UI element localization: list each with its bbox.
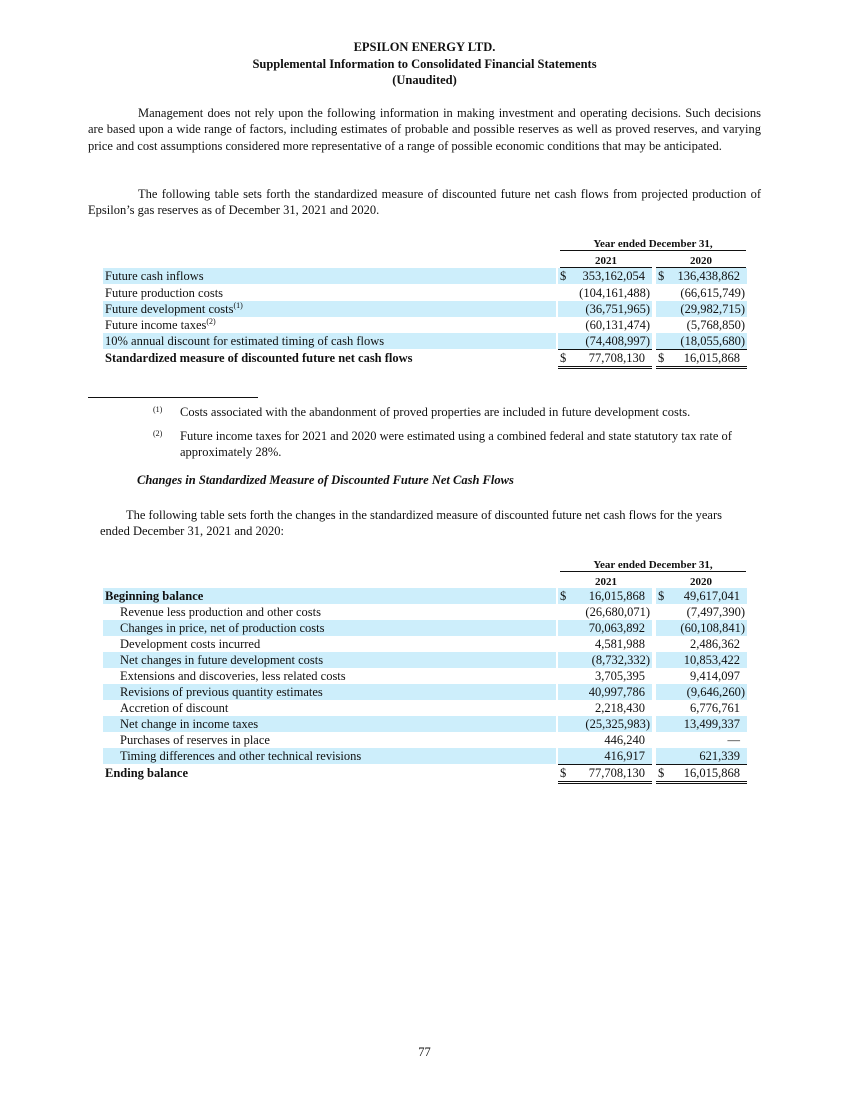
table1-col-2020: 2020 xyxy=(656,255,746,268)
value-2021: 40,997,786 xyxy=(588,685,645,699)
table2-intro-text: The following table sets forth the changes in the standardized measure of discounted future net cash flows for the years ended December 31, 2021 and 2020: xyxy=(100,508,722,539)
table1-period-header: Year ended December 31, xyxy=(560,238,746,251)
value-2020: 136,438,862 xyxy=(677,269,740,283)
page-number: 77 xyxy=(418,1045,431,1059)
footnote-ref: (1) xyxy=(233,300,243,310)
intro-paragraph xyxy=(88,105,761,154)
value-2020: 13,499,337 xyxy=(683,717,740,731)
unaudited-note: (Unaudited) xyxy=(392,73,457,87)
footnote-ref: (2) xyxy=(206,316,216,326)
table2-col-2021: 2021 xyxy=(560,576,652,589)
table-row xyxy=(103,588,747,604)
row-label: Future cash inflows xyxy=(105,269,204,283)
table-row xyxy=(103,317,747,333)
currency-sign: $ xyxy=(658,589,665,603)
value-2021: 77,708,130 xyxy=(588,351,645,365)
row-label: Purchases of reserves in place xyxy=(120,733,270,747)
table2-period-header: Year ended December 31, xyxy=(560,559,746,572)
section-heading: Changes in Standardized Measure of Discounted Future Net Cash Flows xyxy=(137,473,514,487)
value-2021: 77,708,130 xyxy=(588,766,645,780)
table1-col-2021: 2021 xyxy=(560,255,652,268)
table-row xyxy=(103,765,747,781)
value-2020: (5,768,850) xyxy=(686,318,745,332)
table-row xyxy=(103,652,747,668)
table-row xyxy=(103,668,747,684)
row-label: 10% annual discount for estimated timing of cash flows xyxy=(105,334,385,348)
table1-intro-paragraph xyxy=(88,186,761,219)
footnote-text: Costs associated with the abandonment of proved properties are included in future development costs. xyxy=(180,405,691,419)
row-label: Beginning balance xyxy=(105,589,204,603)
row-label-text: Future development costs xyxy=(105,302,234,316)
value-2020: 16,015,868 xyxy=(683,351,740,365)
table-row xyxy=(103,748,747,764)
footnote-divider xyxy=(88,397,258,398)
currency-sign: $ xyxy=(658,351,665,365)
value-2021: (8,732,332) xyxy=(591,653,650,667)
row-label: Revisions of previous quantity estimates xyxy=(120,685,323,699)
footnote-text: Future income taxes for 2021 and 2020 were estimated using a combined federal and state statutory tax rate of approximately 28%. xyxy=(180,429,732,460)
table1-intro-text: The following table sets forth the standardized measure of discounted future net cash flows from projected production of Epsilon’s gas reserves as of December 31, 2021 and 2020. xyxy=(88,187,761,218)
value-2020: 6,776,761 xyxy=(690,701,740,715)
row-label xyxy=(105,317,216,333)
value-2021: 353,162,054 xyxy=(582,269,645,283)
value-2021: 446,240 xyxy=(604,733,645,747)
table-row xyxy=(103,604,747,620)
row-label: Standardized measure of discounted future net cash flows xyxy=(105,351,413,365)
row-label xyxy=(105,301,243,317)
standardized-measure-table xyxy=(103,238,747,368)
row-label-text: Future income taxes xyxy=(105,318,207,332)
row-label: Development costs incurred xyxy=(120,637,261,651)
value-2020: 16,015,868 xyxy=(683,766,740,780)
table-row xyxy=(103,684,747,700)
value-2020: 9,414,097 xyxy=(690,669,740,683)
value-2021: 2,218,430 xyxy=(595,701,645,715)
value-2021: (60,131,474) xyxy=(585,318,650,332)
intro-paragraph-text: Management does not rely upon the following information in making investment and operating decisions. Such decisions are based upon a wide range of factors, including estimates of probable and possible reserves as well as proved reserves, and varying price and cost assumptions considered more representative of a range of possible economic conditions that may be anticipated. xyxy=(88,106,761,153)
footnote-mark: (2) xyxy=(153,429,163,438)
value-2020: — xyxy=(727,733,740,747)
value-2021: (25,325,983) xyxy=(585,717,650,731)
value-2021: (36,751,965) xyxy=(585,302,650,316)
value-2020: 49,617,041 xyxy=(683,589,740,603)
value-2020: 10,853,422 xyxy=(683,653,740,667)
value-2021: (74,408,997) xyxy=(585,334,650,348)
table-row xyxy=(103,700,747,716)
table-row xyxy=(103,268,747,284)
currency-sign: $ xyxy=(560,589,567,603)
row-label: Accretion of discount xyxy=(120,701,229,715)
table-row xyxy=(103,620,747,636)
row-label: Extensions and discoveries, less related costs xyxy=(120,669,346,683)
value-2021: 416,917 xyxy=(604,749,645,763)
value-2020: (7,497,390) xyxy=(686,605,745,619)
table2-intro-paragraph xyxy=(100,507,740,540)
value-2021: 16,015,868 xyxy=(588,589,645,603)
row-label: Timing differences and other technical revisions xyxy=(120,749,362,763)
value-2020: (18,055,680) xyxy=(680,334,745,348)
row-label: Ending balance xyxy=(105,766,189,780)
currency-sign: $ xyxy=(658,269,665,283)
table-row xyxy=(103,301,747,317)
table-row xyxy=(103,716,747,732)
table-row xyxy=(103,732,747,748)
value-2020: (29,982,715) xyxy=(680,302,745,316)
currency-sign: $ xyxy=(560,351,567,365)
document-title: Supplemental Information to Consolidated Financial Statements xyxy=(252,57,597,71)
row-label: Future production costs xyxy=(105,286,224,300)
value-2021: (104,161,488) xyxy=(579,286,650,300)
currency-sign: $ xyxy=(560,766,567,780)
value-2021: 3,705,395 xyxy=(595,669,645,683)
value-2020: 621,339 xyxy=(699,749,740,763)
table-row xyxy=(103,333,747,349)
currency-sign: $ xyxy=(658,766,665,780)
row-label: Revenue less production and other costs xyxy=(120,605,321,619)
table-row xyxy=(103,636,747,652)
value-2020: 2,486,362 xyxy=(690,637,740,651)
table-row xyxy=(103,285,747,301)
row-label: Net change in income taxes xyxy=(120,717,259,731)
company-name: EPSILON ENERGY LTD. xyxy=(353,40,496,54)
value-2021: 70,063,892 xyxy=(588,621,645,635)
row-label: Net changes in future development costs xyxy=(120,653,324,667)
changes-in-standardized-measure-table xyxy=(103,559,747,789)
value-2021: 4,581,988 xyxy=(595,637,645,651)
footnote-mark: (1) xyxy=(153,405,163,414)
table-row xyxy=(103,350,747,366)
value-2021: (26,680,071) xyxy=(585,605,650,619)
table2-col-2020: 2020 xyxy=(656,576,746,589)
row-label: Changes in price, net of production costs xyxy=(120,621,325,635)
value-2020: (9,646,260) xyxy=(686,685,745,699)
value-2020: (60,108,841) xyxy=(680,621,745,635)
value-2020: (66,615,749) xyxy=(680,286,745,300)
currency-sign: $ xyxy=(560,269,567,283)
